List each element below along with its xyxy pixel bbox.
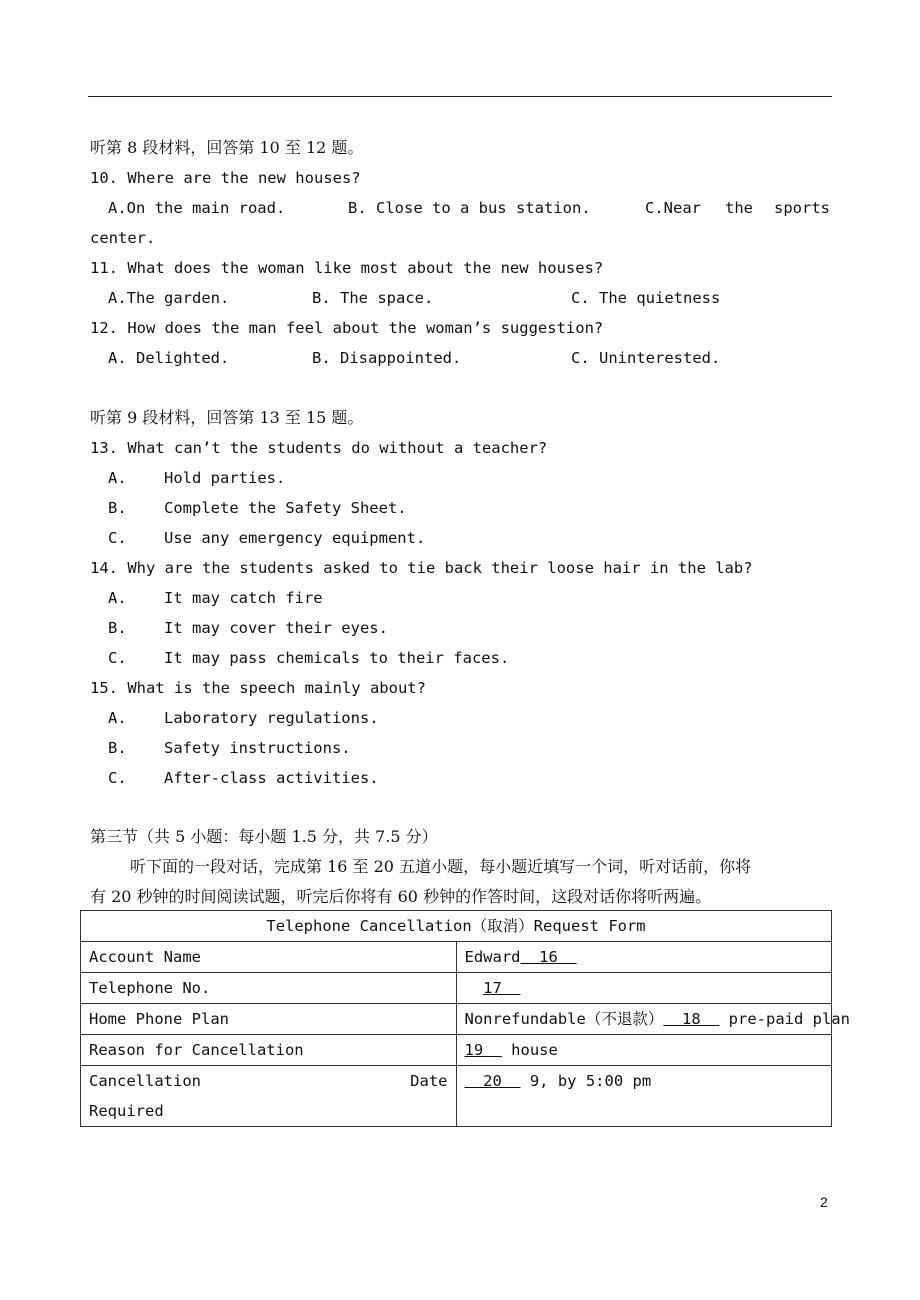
- q11-stem: 11. What does the woman like most about the new houses?: [90, 259, 604, 277]
- form-row-home-phone-plan: [81, 1004, 832, 1035]
- form-title: Telephone Cancellation（取消）Request Form: [81, 911, 832, 942]
- value-suffix: house: [501, 1041, 558, 1059]
- q12-option-c: C. Uninterested.: [571, 349, 721, 367]
- value-suffix: 9, by 5:00 pm: [520, 1072, 652, 1090]
- q12-option-a: A. Delighted.: [108, 349, 230, 367]
- q13-option-b-text: Complete the Safety Sheet.: [164, 499, 407, 517]
- q13-option-b-letter: B.: [108, 499, 127, 517]
- section9-intro: 听第 9 段材料，回答第 13 至 15 题。: [90, 408, 364, 427]
- q10-option-c-word3: sports: [774, 199, 830, 217]
- form-value: [456, 1066, 832, 1127]
- answer-blank-17: 17: [483, 979, 521, 997]
- form-value: [456, 942, 832, 973]
- part3-instruction-line1: 听下面的一段对话，完成第 16 至 20 五道小题，每小题近填写一个词，听对话前，你将: [130, 857, 752, 876]
- q12-stem: 12. How does the man feel about the woman’s suggestion?: [90, 319, 604, 337]
- form-value: [456, 973, 832, 1004]
- form-label: Reason for Cancellation: [81, 1035, 457, 1066]
- answer-blank-20: 20: [464, 1072, 521, 1090]
- form-row-account-name: [81, 942, 832, 973]
- q12-option-b: B. Disappointed.: [312, 349, 462, 367]
- q14-option-b-letter: B.: [108, 619, 127, 637]
- value-prefix: Edward: [464, 948, 521, 966]
- q13-option-c-letter: C.: [108, 529, 127, 547]
- page-number: 2: [820, 1194, 828, 1210]
- q15-option-a-letter: A.: [108, 709, 127, 727]
- form-label: Telephone No.: [81, 973, 457, 1004]
- cancellation-request-form: [80, 910, 850, 1127]
- q10-option-c-word2: the: [725, 199, 753, 217]
- q14-option-b-text: It may cover their eyes.: [164, 619, 388, 637]
- q13-option-c-text: Use any emergency equipment.: [164, 529, 426, 547]
- form-value: [456, 1004, 850, 1035]
- q11-option-b: B. The space.: [312, 289, 434, 307]
- form-label: Account Name: [81, 942, 457, 973]
- q10-stem: 10. Where are the new houses?: [90, 169, 361, 187]
- q13-option-a-letter: A.: [108, 469, 127, 487]
- q14-option-c-text: It may pass chemicals to their faces.: [164, 649, 510, 667]
- q10-option-c-word1: C.Near: [645, 199, 701, 217]
- label-part-required: Required: [89, 1102, 164, 1120]
- value-prefix: Nonrefundable（不退款）: [464, 1010, 664, 1028]
- q13-option-a-text: Hold parties.: [164, 469, 286, 487]
- q10-option-c-cont: center.: [90, 229, 156, 247]
- q10-option-a: A.On the main road.: [108, 199, 286, 217]
- q11-option-a: A.The garden.: [108, 289, 230, 307]
- q11-option-c: C. The quietness: [571, 289, 721, 307]
- q13-stem: 13. What can’t the students do without a teacher?: [90, 439, 548, 457]
- q14-stem: 14. Why are the students asked to tie back their loose hair in the lab?: [90, 559, 753, 577]
- label-part-cancellation: Cancellation: [89, 1072, 201, 1090]
- q15-option-a-text: Laboratory regulations.: [164, 709, 379, 727]
- form-row-telephone: [81, 973, 832, 1004]
- header-rule: [88, 96, 832, 97]
- q15-option-b-text: Safety instructions.: [164, 739, 351, 757]
- form-label: Home Phone Plan: [81, 1004, 457, 1035]
- answer-blank-18: 18: [663, 1010, 720, 1028]
- q15-option-c-letter: C.: [108, 769, 127, 787]
- form-label: [81, 1066, 457, 1127]
- form-row-reason: [81, 1035, 832, 1066]
- q15-option-c-text: After-class activities.: [164, 769, 379, 787]
- section8-intro: 听第 8 段材料，回答第 10 至 12 题。: [90, 138, 364, 157]
- part3-instruction-line2: 有 20 秒钟的时间阅读试题，听完后你将有 60 秒钟的作答时间，这段对话你将听两遍。: [90, 887, 712, 906]
- form-value: [456, 1035, 832, 1066]
- q14-option-c-letter: C.: [108, 649, 127, 667]
- label-part-date: Date: [410, 1072, 448, 1090]
- form-row-date: [81, 1066, 832, 1127]
- q15-option-b-letter: B.: [108, 739, 127, 757]
- answer-blank-16: 16: [520, 948, 577, 966]
- q14-option-a-text: It may catch fire: [164, 589, 323, 607]
- q14-option-a-letter: A.: [108, 589, 127, 607]
- answer-blank-19: 19: [464, 1041, 502, 1059]
- q10-option-b: B. Close to a bus station.: [348, 199, 591, 217]
- value-suffix: pre-paid plan: [719, 1010, 850, 1028]
- value-prefix: [465, 979, 484, 997]
- q15-stem: 15. What is the speech mainly about?: [90, 679, 426, 697]
- part3-heading: 第三节（共 5 小题：每小题 1.5 分，共 7.5 分）: [90, 827, 438, 846]
